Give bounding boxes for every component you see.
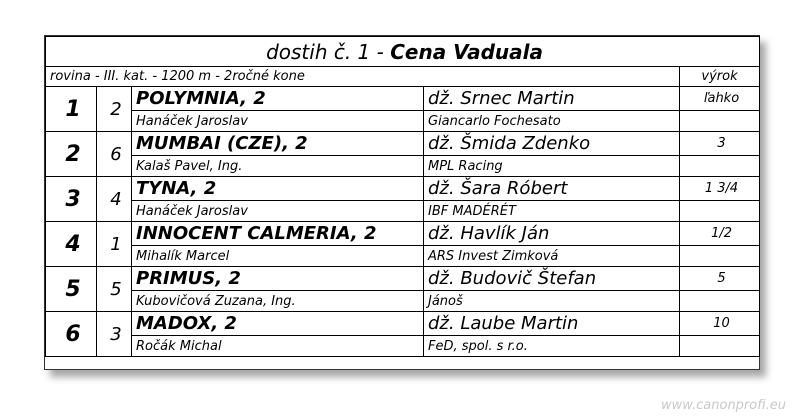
start-number: 5 (97, 267, 132, 312)
empty-cell (680, 156, 760, 177)
horse-name: POLYMNIA, 2 (132, 87, 424, 111)
finish-place: 5 (46, 267, 97, 312)
trainer-name: Mihalík Marcel (132, 246, 424, 267)
start-number: 3 (97, 312, 132, 357)
result-row (46, 312, 760, 336)
horse-name: MADOX, 2 (132, 312, 424, 336)
jockey-name: dž. Srnec Martin (424, 87, 680, 111)
horse-name: TYNA, 2 (132, 177, 424, 201)
jockey-name: dž. Laube Martin (424, 312, 680, 336)
result-subrow (46, 291, 760, 312)
jockey-name: dž. Havlík Ján (424, 222, 680, 246)
margin-value: 10 (680, 312, 760, 336)
margin-value: 1 3/4 (680, 177, 760, 201)
margin-value: 1/2 (680, 222, 760, 246)
margin-value: 3 (680, 132, 760, 156)
trainer-name: Ročák Michal (132, 336, 424, 357)
owner-name: Giancarlo Fochesato (424, 111, 680, 132)
result-row (46, 87, 760, 111)
trainer-name: Kubovičová Zuzana, Ing. (132, 291, 424, 312)
conditions-row (46, 67, 760, 87)
margin-value: 5 (680, 267, 760, 291)
finish-place: 3 (46, 177, 97, 222)
result-subrow (46, 111, 760, 132)
title-row (46, 37, 760, 67)
owner-name: ARS Invest Zimková (424, 246, 680, 267)
watermark: www.canonprofi.eu (660, 398, 786, 413)
start-number: 1 (97, 222, 132, 267)
start-number: 4 (97, 177, 132, 222)
jockey-name: dž. Budovič Štefan (424, 267, 680, 291)
empty-cell (680, 246, 760, 267)
result-row (46, 222, 760, 246)
race-results-card (44, 35, 760, 370)
race-title-prefix: dostih č. 1 - (266, 39, 391, 64)
result-subrow (46, 201, 760, 222)
owner-name: Jánoš (424, 291, 680, 312)
margin-column-header: výrok (680, 67, 760, 87)
result-row (46, 132, 760, 156)
result-subrow (46, 246, 760, 267)
owner-name: FeD, spol. s r.o. (424, 336, 680, 357)
empty-cell (680, 111, 760, 132)
owner-name: IBF MADÉRÉT (424, 201, 680, 222)
empty-cell (680, 336, 760, 357)
empty-cell (680, 291, 760, 312)
trainer-name: Kalaš Pavel, Ing. (132, 156, 424, 177)
owner-name: MPL Racing (424, 156, 680, 177)
results-table (45, 36, 760, 357)
finish-place: 1 (46, 87, 97, 132)
start-number: 6 (97, 132, 132, 177)
jockey-name: dž. Šmida Zdenko (424, 132, 680, 156)
result-subrow (46, 336, 760, 357)
finish-place: 2 (46, 132, 97, 177)
result-row (46, 177, 760, 201)
result-row (46, 267, 760, 291)
start-number: 2 (97, 87, 132, 132)
jockey-name: dž. Šara Róbert (424, 177, 680, 201)
finish-place: 6 (46, 312, 97, 357)
empty-cell (680, 201, 760, 222)
horse-name: PRIMUS, 2 (132, 267, 424, 291)
margin-value: ľahko (680, 87, 760, 111)
horse-name: INNOCENT CALMERIA, 2 (132, 222, 424, 246)
trainer-name: Hanáček Jaroslav (132, 201, 424, 222)
horse-name: MUMBAI (CZE), 2 (132, 132, 424, 156)
result-subrow (46, 156, 760, 177)
race-title (46, 37, 760, 67)
trainer-name: Hanáček Jaroslav (132, 111, 424, 132)
race-conditions: rovina - III. kat. - 1200 m - 2ročné kone (46, 67, 680, 87)
finish-place: 4 (46, 222, 97, 267)
race-name: Cena Vaduala (390, 39, 543, 64)
